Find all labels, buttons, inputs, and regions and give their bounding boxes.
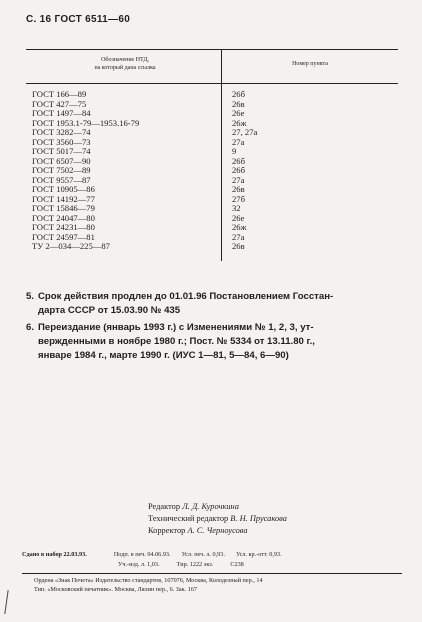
table-cell: 26в bbox=[232, 98, 245, 109]
table-row: ГОСТ 24231—80 bbox=[32, 222, 95, 232]
table-header-rule bbox=[26, 83, 398, 84]
imprint-line-1: Сдано в набор 22.03.93. Подп. в печ. 04.06.93. Усл. печ. л. 0,93. Усл. кр.-отт. 0,93. bbox=[22, 551, 282, 558]
table-cell: 26ж bbox=[232, 117, 247, 128]
table-row: ГОСТ 15846—79 bbox=[32, 203, 95, 213]
table-cell: 9 bbox=[232, 146, 237, 156]
table-row: ГОСТ 6507—90 bbox=[32, 155, 91, 166]
column-header-document: Обозначение НТД, на который дана ссылка bbox=[94, 57, 156, 71]
table-cell: 27б bbox=[232, 193, 245, 204]
table-row: ГОСТ 7502—89 bbox=[32, 165, 91, 175]
paragraph-6: 6. Переиздание (январь 1993 г.) с Изменениями № 1, 2, 3, ут- вержденными в ноябре 1980 г.; Пост. № 5334 от 13.11.80 г., январе 1984 г., марте 1990 г. (ИУС 1—81, 5—84, 6—90) bbox=[26, 322, 315, 361]
table-row: ГОСТ 3282—74 bbox=[32, 127, 91, 137]
table-cell: 26б bbox=[232, 155, 245, 166]
table-cell: 26е bbox=[232, 212, 245, 223]
table-cell: 26б bbox=[232, 89, 245, 99]
document-reference-list bbox=[32, 90, 139, 252]
footer-printer: Тип. «Московский печатник». Москва, Лялин пер., 6. Зак. 167 bbox=[34, 586, 198, 593]
footer-rule bbox=[22, 573, 402, 574]
table-top-rule bbox=[26, 49, 398, 50]
table-row: ГОСТ 166—89 bbox=[32, 89, 87, 99]
table-cell: 27, 27а bbox=[232, 127, 258, 137]
table-cell: 26в bbox=[232, 184, 245, 194]
table-row: ГОСТ 24047—80 bbox=[32, 212, 95, 223]
paragraph-5: 5. Срок действия продлен до 01.01.96 Постановлением Госстан- дарта СССР от 15.03.90 № 435 bbox=[26, 291, 334, 316]
paragraph-number: 5. bbox=[26, 291, 35, 302]
footer-publisher: Ордена «Знак Почета» Издательство стандартов, 107076, Москва, Колодезный пер., 14 bbox=[34, 577, 263, 584]
table-cell: 26в bbox=[232, 241, 245, 251]
page-header: С. 16 ГОСТ 6511—60 bbox=[26, 14, 131, 25]
table-row: ГОСТ 1497—84 bbox=[32, 108, 91, 118]
table-cell: 26б bbox=[232, 165, 245, 175]
editor-line: Редактор Л. Д. Курочкина bbox=[148, 502, 239, 511]
table-cell: 27а bbox=[232, 231, 245, 242]
table-row: ГОСТ 10905—86 bbox=[32, 184, 95, 194]
table-cell: 26ж bbox=[232, 222, 247, 232]
table-row: ГОСТ 14192—77 bbox=[32, 193, 95, 204]
margin-mark bbox=[4, 590, 8, 614]
imprint-line-2: Уч.-изд. л. 1,03. Тир. 1222 экз. С238 bbox=[118, 561, 244, 568]
table-row: ТУ 2—034—225—87 bbox=[32, 241, 110, 251]
table-cell: 27а bbox=[232, 136, 245, 147]
corrector-line: Корректор А. С. Черноусова bbox=[148, 526, 248, 536]
table-cell: 26е bbox=[232, 108, 245, 118]
item-number-list bbox=[232, 90, 257, 252]
table-row: ГОСТ 427—75 bbox=[32, 98, 87, 109]
table-row: ГОСТ 24597—81 bbox=[32, 231, 95, 242]
table-row: ГОСТ 3560—73 bbox=[32, 136, 91, 147]
credits-block bbox=[148, 501, 287, 538]
column-header-item: Номер пункта bbox=[292, 61, 328, 67]
table-column-divider-body bbox=[221, 83, 222, 261]
tech-editor-line: Технический редактор В. Н. Прусакова bbox=[148, 514, 287, 524]
table-row: ГОСТ 1953.1-79—1953.16-79 bbox=[32, 117, 140, 128]
table-row: ГОСТ 9557—87 bbox=[32, 174, 91, 185]
table-row: ГОСТ 5017—74 bbox=[32, 146, 91, 156]
table-cell: 32 bbox=[232, 203, 241, 213]
table-column-divider bbox=[221, 49, 222, 83]
table-cell: 27а bbox=[232, 174, 245, 185]
paragraph-number: 6. bbox=[26, 322, 35, 333]
